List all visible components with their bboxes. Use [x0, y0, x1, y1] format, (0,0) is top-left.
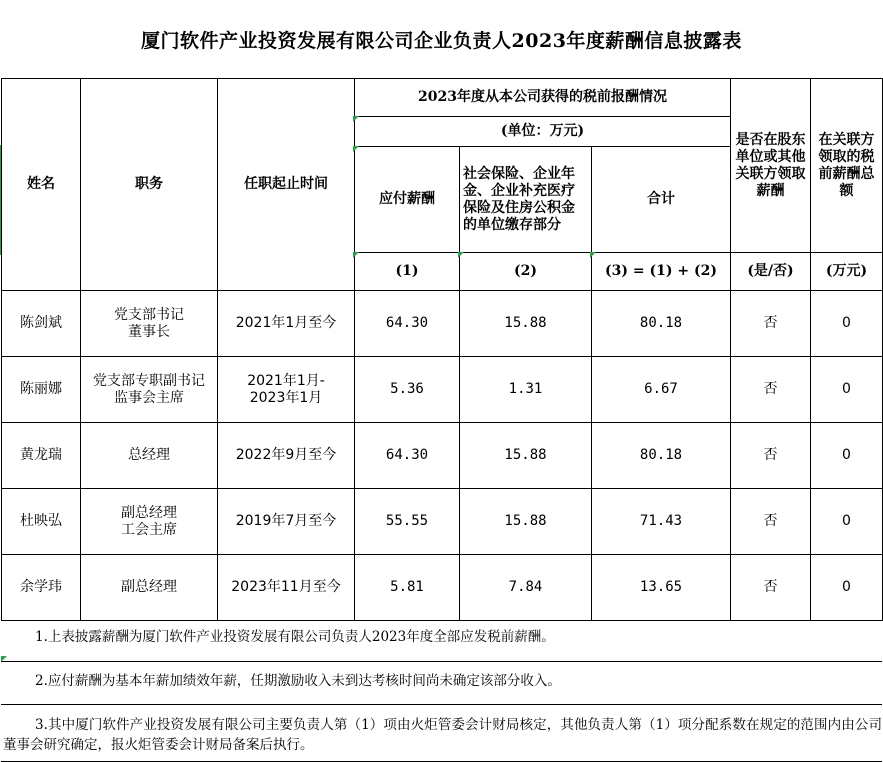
- cell-position: [81, 423, 218, 489]
- cell-term: [218, 555, 355, 621]
- cell-related: 否: [731, 555, 811, 621]
- header-name: 姓名: [2, 79, 81, 291]
- footnote-2: 2.应付薪酬为基本年薪加绩效年薪，任期激励收入未到达考核时间尚未确定该部分收入。: [1, 662, 882, 705]
- cell-position: [81, 555, 218, 621]
- cell-name: 余学玮: [2, 555, 81, 621]
- position-line-1: 总经理: [128, 447, 170, 463]
- cell-term: [218, 291, 355, 357]
- term-line-2: 2023年1月: [249, 389, 323, 406]
- cell-term: [218, 489, 355, 555]
- header-related-amount: 在关联方领取的税前薪酬总额: [811, 79, 883, 253]
- header-social: 社会保险、企业年金、企业补充医疗保险及住房公积金的单位缴存部分: [460, 147, 592, 253]
- header-code-yesno: (是/否): [731, 253, 811, 291]
- cell-social: 7.84: [460, 555, 592, 621]
- header-total: 合计: [592, 147, 731, 253]
- table-row: [2, 423, 883, 489]
- cell-social: 15.88: [460, 489, 592, 555]
- term-line-1: 2019年7月至今: [235, 513, 337, 529]
- cell-comment-marker: [353, 252, 359, 258]
- term-line-1: 2022年9月至今: [235, 447, 337, 463]
- header-code-1: (1): [355, 253, 460, 291]
- cell-comment-marker: [458, 252, 464, 258]
- header-unit: (单位：万元): [355, 117, 731, 147]
- cell-payable: 55.55: [355, 489, 460, 555]
- page-title: 厦门软件产业投资发展有限公司企业负责人2023年度薪酬信息披露表: [141, 29, 742, 52]
- cell-related: 否: [731, 423, 811, 489]
- header-group-title: 2023年度从本公司获得的税前报酬情况: [355, 79, 731, 117]
- position-line-2: 监事会主席: [114, 389, 184, 406]
- header-related: 是否在股东单位或其他关联方领取薪酬: [731, 79, 811, 253]
- cell-related-amount: 0: [811, 555, 883, 621]
- cell-position: [81, 291, 218, 357]
- cell-payable: 5.36: [355, 357, 460, 423]
- cell-total: 13.65: [592, 555, 731, 621]
- term-line-1: 2021年1月至今: [235, 315, 337, 331]
- cell-comment-marker: [353, 116, 359, 122]
- cell-related-amount: 0: [811, 489, 883, 555]
- cell-name: 陈剑斌: [2, 291, 81, 357]
- footnote-3: 3.其中厦门软件产业投资发展有限公司主要负责人第（1）项由火炬管委会计财局核定，其他负责人第（1）项分配系数在规定的范围内由公司董事会研究确定，报火炬管委会计财局备案后执行。: [1, 705, 882, 762]
- cell-related-amount: 0: [811, 291, 883, 357]
- cell-comment-marker: [590, 252, 596, 258]
- cell-payable: 64.30: [355, 291, 460, 357]
- term-line-1: 2023年11月至今: [231, 579, 341, 595]
- cell-social: 15.88: [460, 423, 592, 489]
- cell-related: 否: [731, 291, 811, 357]
- position-line-1: 党支部专职副书记: [93, 372, 205, 389]
- cell-payable: 64.30: [355, 423, 460, 489]
- position-line-1: 党支部书记: [114, 306, 184, 323]
- cell-total: 6.67: [592, 357, 731, 423]
- cell-name: 陈丽娜: [2, 357, 81, 423]
- cell-comment-marker: [353, 146, 359, 152]
- header-payable: 应付薪酬: [355, 147, 460, 253]
- header-code-3: (3) = (1) + (2): [592, 253, 731, 291]
- cell-related: 否: [731, 489, 811, 555]
- cell-total: 80.18: [592, 423, 731, 489]
- header-code-2: (2): [460, 253, 592, 291]
- position-line-2: 工会主席: [121, 521, 177, 538]
- position-line-2: 董事长: [128, 323, 170, 340]
- cell-related-amount: 0: [811, 423, 883, 489]
- table-row: [2, 489, 883, 555]
- cell-term: [218, 423, 355, 489]
- cell-position: [81, 357, 218, 423]
- cell-name: 黄龙瑞: [2, 423, 81, 489]
- cell-social: 15.88: [460, 291, 592, 357]
- table-row: [2, 555, 883, 621]
- cell-position: [81, 489, 218, 555]
- cell-total: 80.18: [592, 291, 731, 357]
- term-line-1: 2021年1月-: [247, 372, 325, 389]
- cell-related-amount: 0: [811, 357, 883, 423]
- cell-social: 1.31: [460, 357, 592, 423]
- footnote-1: 1.上表披露薪酬为厦门软件产业投资发展有限公司负责人2023年度全部应发税前薪酬。: [1, 620, 882, 662]
- cell-payable: 5.81: [355, 555, 460, 621]
- cell-name: 杜映弘: [2, 489, 81, 555]
- header-code-unit: (万元): [811, 253, 883, 291]
- table-row: [2, 357, 883, 423]
- cell-related: 否: [731, 357, 811, 423]
- position-line-1: 副总经理: [121, 504, 177, 521]
- cell-total: 71.43: [592, 489, 731, 555]
- footnotes: [1, 620, 882, 762]
- cell-term: [218, 357, 355, 423]
- header-position: 职务: [81, 79, 218, 291]
- position-line-1: 副总经理: [121, 579, 177, 595]
- header-term: 任职起止时间: [218, 79, 355, 291]
- table-row: [2, 291, 883, 357]
- salary-table: [1, 78, 883, 621]
